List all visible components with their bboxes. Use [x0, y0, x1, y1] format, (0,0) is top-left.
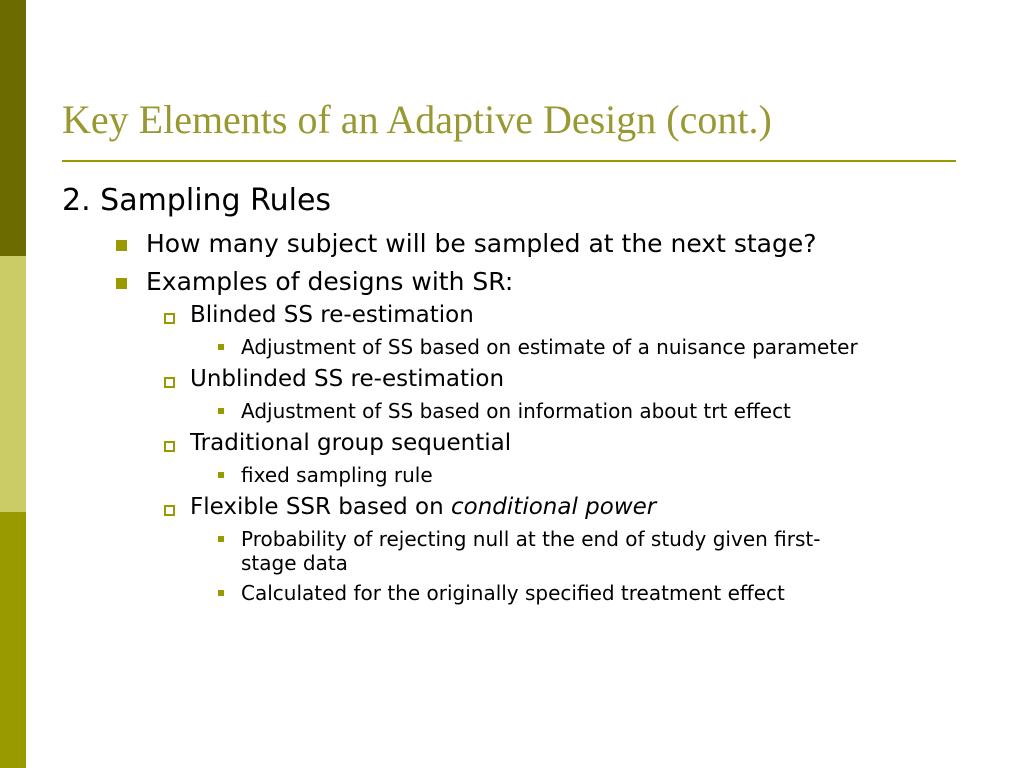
- square-bullet-icon: [116, 240, 127, 251]
- detail-item: Calculated for the originally specified treatment effect: [241, 581, 785, 605]
- sub-bullet-item: Traditional group sequential: [190, 430, 512, 456]
- detail-item: fixed sampling rule: [241, 463, 433, 487]
- emphasis-text: conditional power: [451, 494, 657, 520]
- sub-bullet-text: Flexible SSR based on: [190, 494, 452, 520]
- small-square-bullet-icon: [218, 590, 224, 596]
- sub-bullet-item: Blinded SS re-estimation: [190, 302, 474, 328]
- sub-bullet-item: Unblinded SS re-estimation: [190, 366, 505, 392]
- square-bullet-icon: [116, 278, 127, 289]
- small-square-bullet-icon: [218, 472, 224, 478]
- bullet-item: Examples of designs with SR:: [146, 267, 514, 296]
- detail-item: Probability of rejecting null at the end of study given first-: [241, 527, 821, 551]
- hollow-square-bullet-icon: [164, 505, 175, 516]
- detail-item-continuation: stage data: [241, 551, 348, 575]
- hollow-square-bullet-icon: [164, 441, 175, 452]
- small-square-bullet-icon: [218, 536, 224, 542]
- small-square-bullet-icon: [218, 408, 224, 414]
- hollow-square-bullet-icon: [164, 377, 175, 388]
- hollow-square-bullet-icon: [164, 313, 175, 324]
- slide-title: Key Elements of an Adaptive Design (cont.): [62, 97, 772, 142]
- sub-bullet-item: [190, 494, 656, 522]
- bullet-item: How many subject will be sampled at the next stage?: [146, 229, 817, 258]
- section-heading: 2. Sampling Rules: [62, 183, 332, 218]
- small-square-bullet-icon: [218, 344, 224, 350]
- detail-item: Adjustment of SS based on information about trt effect: [241, 399, 791, 423]
- detail-item: Adjustment of SS based on estimate of a nuisance parameter: [241, 335, 858, 359]
